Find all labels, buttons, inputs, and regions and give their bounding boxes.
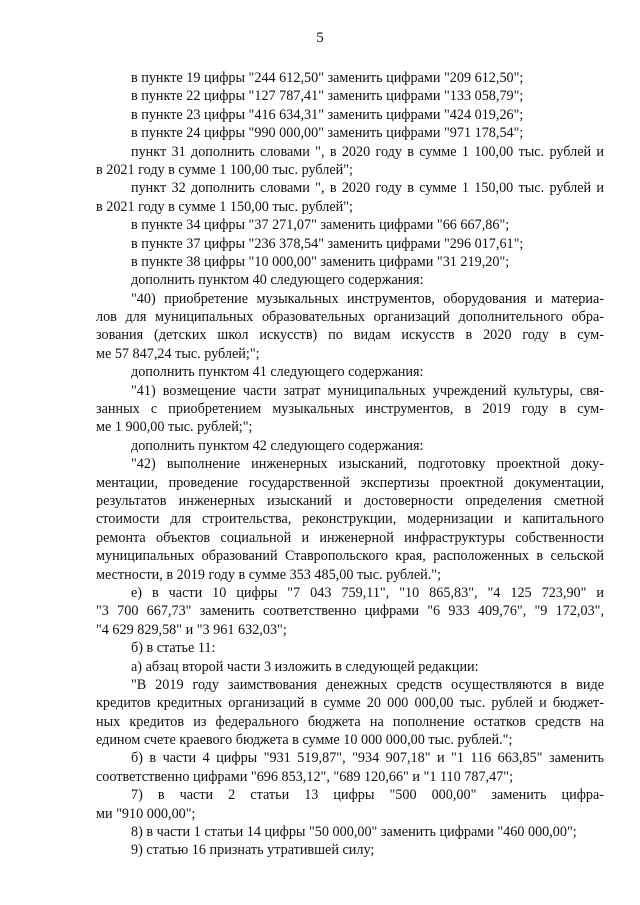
text-line: занных с приобретением музыкальных инструментов, в 2019 году в сум- bbox=[96, 401, 604, 418]
text-line: "40) приобретение музыкальных инструментов, оборудования и материа- bbox=[131, 290, 604, 307]
text-line: ных кредитов из федерального бюджета на пополнение остатков средств на bbox=[96, 713, 604, 730]
text-line: муниципальных образований Ставропольского края, расположенных в сельской bbox=[96, 548, 604, 565]
text-line: в пункте 38 цифры "10 000,00" заменить цифрами "31 219,20"; bbox=[131, 253, 510, 270]
text-line: 8) в части 1 статьи 14 цифры "50 000,00" заменить цифрами "460 000,00"; bbox=[131, 824, 577, 841]
text-line: б) в части 4 цифры "931 519,87", "934 907,18" и "1 116 663,85" заменить bbox=[131, 750, 604, 767]
text-line: ме 1 900,00 тыс. рублей;"; bbox=[96, 419, 253, 436]
text-line: "4 629 829,58" и "3 961 632,03"; bbox=[96, 621, 287, 638]
text-line: "В 2019 году заимствования денежных средств осуществляются в виде bbox=[131, 676, 604, 693]
text-line: "42) выполнение инженерных изысканий, подготовку проектной доку- bbox=[131, 456, 604, 473]
text-line: ми "910 000,00"; bbox=[96, 805, 196, 822]
document-body bbox=[96, 69, 604, 860]
text-line: "3 700 667,73" заменить соответственно цифрами "6 933 409,76", "9 172,03", bbox=[96, 603, 604, 620]
text-line: ментации, проведение государственной экспертизы проектной документации, bbox=[96, 474, 604, 491]
text-line: стоимости для строительства, реконструкции, модернизации и капитального bbox=[96, 511, 604, 528]
text-line: е) в части 10 цифры "7 043 759,11", "10 865,83", "4 125 723,90" и bbox=[131, 584, 604, 601]
text-line: дополнить пунктом 42 следующего содержания: bbox=[131, 437, 424, 454]
text-line: соответственно цифрами "696 853,12", "689 120,66" и "1 110 787,47"; bbox=[96, 768, 514, 785]
page-number: 5 bbox=[316, 30, 324, 46]
text-line: в пункте 37 цифры "236 378,54" заменить цифрами "296 017,61"; bbox=[131, 235, 524, 252]
text-line: местности, в 2019 году в сумме 353 485,00 тыс. рублей."; bbox=[96, 566, 442, 583]
text-line: ме 57 847,24 тыс. рублей;"; bbox=[96, 345, 260, 362]
text-line: в пункте 24 цифры "990 000,00" заменить цифрами "971 178,54"; bbox=[131, 125, 524, 142]
text-line: 9) статью 16 признать утратившей силу; bbox=[131, 842, 375, 859]
text-line: лов для муниципальных образовательных организаций дополнительного обра- bbox=[96, 309, 604, 326]
text-line: а) абзац второй части 3 изложить в следующей редакции: bbox=[131, 658, 479, 675]
text-line: кредитов кредитных организаций в сумме 20 000 000,00 тыс. рублей и бюджет- bbox=[96, 695, 604, 712]
text-line: пункт 32 дополнить словами ", в 2020 году в сумме 1 150,00 тыс. рублей и bbox=[131, 180, 604, 197]
text-line: б) в статье 11: bbox=[131, 640, 216, 657]
text-line: пункт 31 дополнить словами ", в 2020 году в сумме 1 100,00 тыс. рублей и bbox=[131, 143, 604, 160]
text-line: едином счете краевого бюджета в сумме 10 000 000,00 тыс. рублей."; bbox=[96, 732, 513, 749]
text-line: дополнить пунктом 40 следующего содержания: bbox=[131, 272, 424, 289]
text-line: в пункте 34 цифры "37 271,07" заменить цифрами "66 667,86"; bbox=[131, 217, 510, 234]
text-line: в 2021 году в сумме 1 100,00 тыс. рублей"; bbox=[96, 161, 353, 178]
text-line: в пункте 22 цифры "127 787,41" заменить цифрами "133 058,79"; bbox=[131, 88, 524, 105]
text-line: "41) возмещение части затрат муниципальных учреждений культуры, свя- bbox=[131, 382, 604, 399]
text-line: результатов инженерных изысканий и достоверности определения сметной bbox=[96, 492, 604, 509]
text-line: 7) в части 2 статьи 13 цифры "500 000,00" заменить цифра- bbox=[131, 787, 604, 804]
text-line: в 2021 году в сумме 1 150,00 тыс. рублей"; bbox=[96, 198, 353, 215]
text-line: ремонта объектов социальной и инженерной инфраструктуры собственности bbox=[96, 529, 604, 546]
text-line: зования (детских школ искусств) по видам искусств в 2020 году в сум- bbox=[96, 327, 604, 344]
text-line: в пункте 19 цифры "244 612,50" заменить цифрами "209 612,50"; bbox=[131, 70, 524, 86]
text-line: в пункте 23 цифры "416 634,31" заменить цифрами "424 019,26"; bbox=[131, 106, 524, 123]
text-line: дополнить пунктом 41 следующего содержания: bbox=[131, 364, 424, 381]
